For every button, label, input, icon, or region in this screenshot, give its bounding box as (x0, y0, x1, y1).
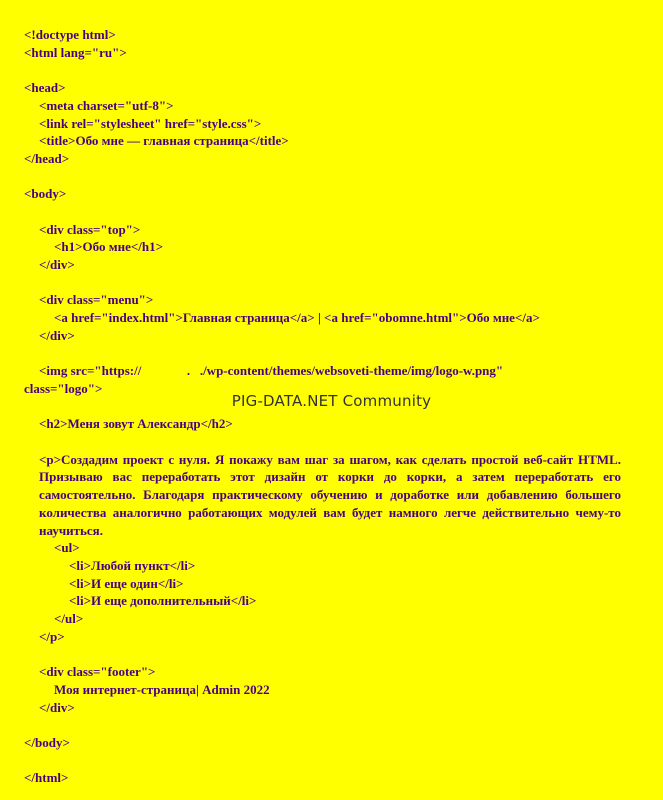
code-line: <title>Обо мне — главная страница</title> (39, 133, 289, 149)
code-line: </head> (24, 150, 70, 166)
code-line: <img src="https:// . ./wp-content/themes/websoveti-theme/img/logo-w.png" (39, 363, 504, 379)
code-line: </body> (24, 734, 70, 750)
blank-line (24, 345, 639, 363)
code-line: </div> (39, 699, 75, 715)
code-line: <div class="footer"> (39, 664, 156, 680)
blank-line (24, 433, 639, 451)
code-line: </html> (24, 770, 69, 786)
code-line: <a href="index.html">Главная страница</a> | <a href="obomne.html">Обо мне</a> (54, 310, 540, 326)
code-line: </div> (39, 327, 75, 343)
code-line: <div class="top"> (39, 221, 141, 237)
blank-line (24, 61, 639, 79)
blank-line (24, 274, 639, 292)
code-line: <h2>Меня зовут Александр</h2> (39, 416, 233, 432)
code-line: <li>Любой пункт</li> (69, 557, 196, 573)
blank-line (24, 752, 639, 770)
code-line: </div> (39, 257, 75, 273)
watermark-text: PIG-DATA.NET Community (231, 392, 432, 410)
code-line: <h1>Обо мне</h1> (54, 239, 164, 255)
code-line: class="logo"> (24, 380, 103, 396)
code-line: <!doctype html> (24, 27, 116, 42)
code-line: <li>И еще дополнительный</li> (69, 593, 257, 609)
code-line: </ul> (54, 611, 84, 627)
code-line: <div class="menu"> (39, 292, 154, 308)
code-line: <html lang="ru"> (24, 44, 127, 60)
blank-line (24, 168, 639, 186)
code-line: </p> (39, 628, 65, 644)
code-line: <link rel="stylesheet" href="style.css"> (39, 115, 262, 131)
blank-line (24, 646, 639, 664)
code-line: Моя интернет-страница| Admin 2022 (54, 681, 270, 697)
code-line: <li>И еще один</li> (69, 575, 184, 591)
code-line: <body> (24, 186, 67, 202)
code-paragraph: <p>Создадим проект с нуля. Я покажу вам шаг за шагом, как сделать простой веб-сайт HTML. Призываю вас переработать этот дизайн от корки до корки, а затем переработать его самостоятельно. Благодаря практическому обучению и доработке или добавлению большего количества аналогично работающих модулей вам будет намного легче действительно чему-то научиться. (39, 451, 621, 538)
blank-line (24, 203, 639, 221)
code-line: <meta charset="utf-8"> (39, 97, 174, 113)
code-line: <ul> (54, 540, 80, 556)
code-line: <head> (24, 80, 66, 96)
blank-line (24, 716, 639, 734)
